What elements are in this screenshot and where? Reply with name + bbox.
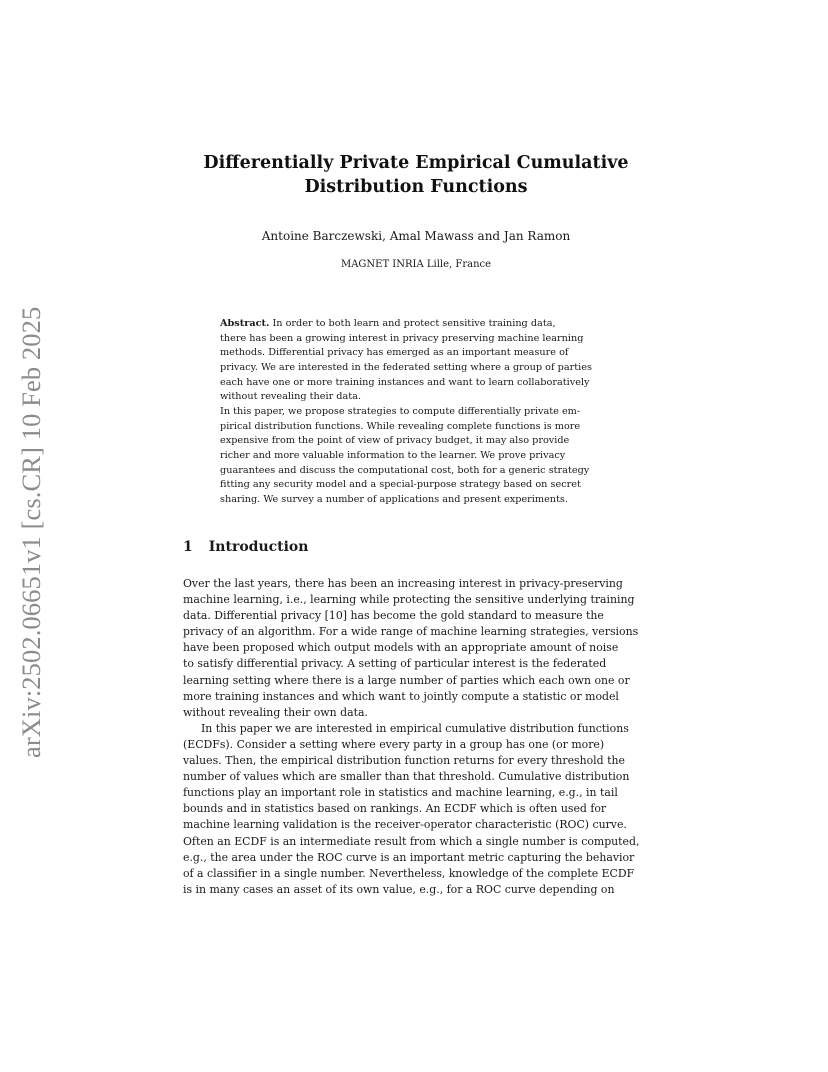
abstract-line: there has been a growing interest in privacy preserving machine learning — [220, 332, 584, 344]
arxiv-identifier-text: arXiv:2502.06651v1 [cs.CR] 10 Feb 2025 — [16, 306, 46, 758]
body-line: privacy of an algorithm. For a wide range of machine learning strategies, versions — [183, 625, 639, 639]
abstract-line: without revealing their data. — [220, 391, 362, 403]
body-line: is in many cases an asset of its own value, e.g., for a ROC curve depending on — [183, 882, 615, 896]
body-line: values. Then, the empirical distribution function returns for every threshold the — [183, 754, 625, 768]
body-line: machine learning, i.e., learning while protecting the sensitive underlying training — [183, 593, 635, 607]
abstract-line: fitting any security model and a special-purpose strategy based on secret — [220, 479, 581, 491]
section-title: Introduction — [208, 539, 309, 555]
body-line: more training instances and which want to jointly compute a statistic or model — [183, 689, 619, 703]
body-line: e.g., the area under the ROC curve is an important metric capturing the behavior — [183, 850, 635, 864]
abstract-line: pirical distribution functions. While revealing complete functions is more — [220, 420, 581, 432]
abstract-text: In order to both learn and protect sensitive training data, — [272, 318, 556, 329]
abstract-line: expensive from the point of view of privacy budget, it may also provide — [220, 435, 570, 447]
body-line: machine learning validation is the receiver-operator characteristic (ROC) curve. — [183, 818, 627, 832]
abstract-line: In this paper, we propose strategies to compute differentially private em- — [220, 405, 581, 417]
body-line: functions play an important role in statistics and machine learning, e.g., in tail — [183, 786, 618, 800]
section-heading — [183, 539, 308, 555]
abstract-line: privacy. We are interested in the federated setting where a group of parties — [220, 361, 592, 373]
body-line: number of values which are smaller than that threshold. Cumulative distribution — [183, 770, 630, 784]
body-line: Often an ECDF is an intermediate result from which a single number is computed, — [183, 834, 640, 848]
abstract-line: sharing. We survey a number of applications and present experiments. — [220, 493, 568, 505]
body-line: In this paper we are interested in empirical cumulative distribution functions — [201, 721, 629, 735]
abstract-line — [220, 317, 612, 332]
body-line: learning setting where there is a large number of parties which each own one or — [183, 673, 630, 687]
body-line: Over the last years, there has been an increasing interest in privacy-preserving — [183, 577, 623, 590]
introduction-body — [183, 576, 651, 898]
body-line: (ECDFs). Consider a setting where every party in a group has one (or more) — [183, 737, 605, 751]
abstract-line: each have one or more training instances and want to learn collaboratively — [220, 376, 590, 388]
body-line: have been proposed which output models with an appropriate amount of noise — [183, 641, 619, 655]
paper-affiliation: MAGNET INRIA Lille, France — [340, 259, 492, 270]
paper-title-line: Distribution Functions — [304, 177, 528, 197]
abstract — [220, 317, 612, 508]
abstract-line: guarantees and discuss the computational cost, both for a generic strategy — [220, 464, 590, 476]
body-line: to satisfy differential privacy. A setting of particular interest is the federated — [183, 657, 607, 671]
paper-authors: Antoine Barczewski, Amal Mawass and Jan Ramon — [261, 229, 571, 243]
abstract-line: methods. Differential privacy has emerged as an important measure of — [220, 347, 569, 359]
abstract-label: Abstract. — [220, 318, 270, 329]
body-line: bounds and in statistics based on rankings. An ECDF which is often used for — [183, 802, 607, 816]
abstract-line: richer and more valuable information to the learner. We prove privacy — [220, 449, 566, 461]
paper-title — [150, 151, 682, 199]
paper-title-line: Differentially Private Empirical Cumulative — [203, 153, 629, 173]
body-line: data. Differential privacy [10] has become the gold standard to measure the — [183, 609, 604, 623]
section-number: 1 — [183, 539, 193, 555]
arxiv-identifier-stamp — [8, 290, 68, 760]
body-line: of a classifier in a single number. Nevertheless, knowledge of the complete ECDF — [183, 866, 635, 880]
body-line: without revealing their own data. — [183, 705, 368, 719]
